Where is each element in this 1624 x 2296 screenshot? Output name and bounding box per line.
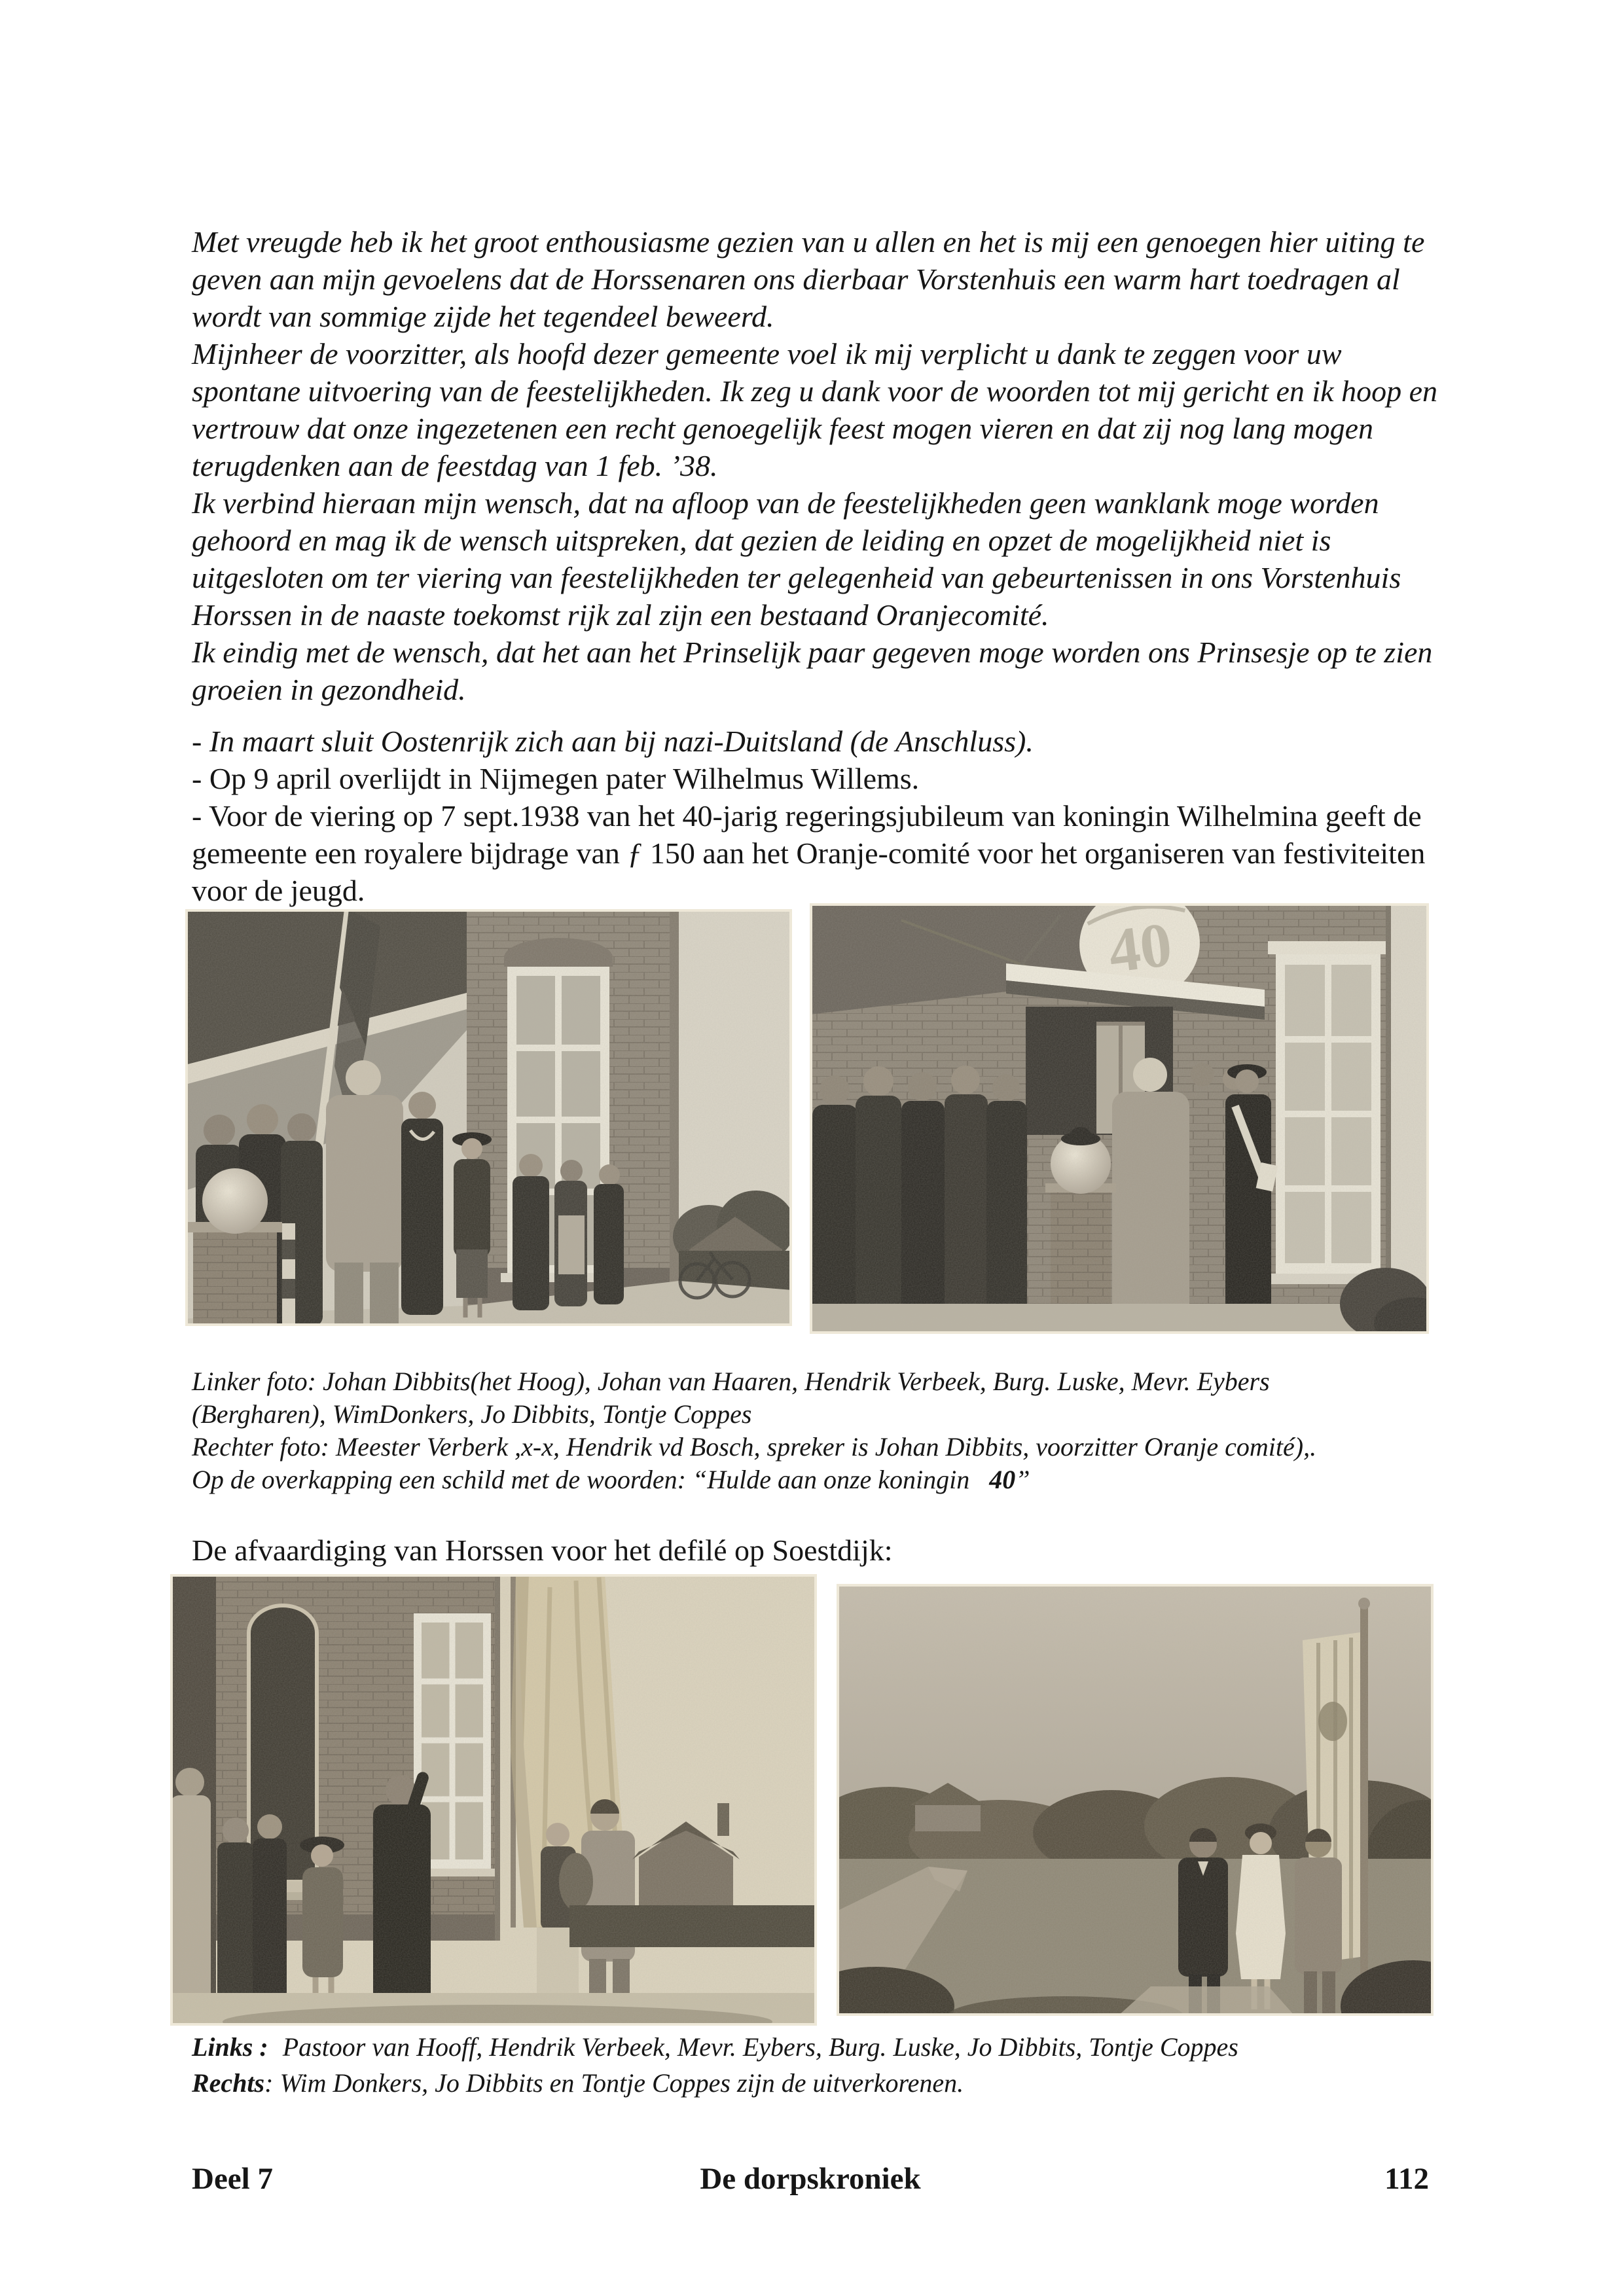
caption-rechter-foto: Rechter foto: Meester Verberk ,x-x, Hendrik vd Bosch, spreker is Johan Dibbits, voorzitter Oranje comité),.	[192, 1432, 1317, 1462]
caption-links	[192, 2029, 1435, 2065]
speech-paragraph: Ik eindig met de wensch, dat het aan het Prinselijk paar gegeven moge worden ons Prinsesje op te zien groeien in gezondheid.	[192, 636, 1433, 706]
photo-bottom-left	[170, 1574, 817, 2026]
event-jubileum-text: 150 aan het Oranje-comité voor het organiseren van festiviteiten voor de jeugd.	[192, 836, 1426, 907]
footer-title: De dorpskroniek	[700, 2162, 921, 2196]
photo-top-right	[810, 903, 1429, 1334]
caption-linker-foto: Linker foto: Johan Dibbits(het Hoog), Johan van Haaren, Hendrik Verbeek, Burg. Luske, Mevr. Eybers	[192, 1367, 1270, 1396]
events-block	[192, 723, 1442, 909]
page-footer	[192, 2161, 1429, 2200]
links-label: Links :	[192, 2032, 268, 2062]
caption-schild-quote: ”	[1015, 1465, 1030, 1494]
event-willems: - Op 9 april overlijdt in Nijmegen pater Wilhelmus Willems.	[192, 762, 920, 795]
event-anschluss: - In maart sluit Oostenrijk zich aan bij nazi-Duitsland (de Anschluss).	[192, 725, 1034, 758]
caption-schild	[192, 1463, 1435, 1496]
event-jubileum	[192, 797, 1442, 909]
event-jubileum-text: - Voor de viering op 7 sept.1938 van het 40-jarig regeringsjubileum van koningin Wilhelmina geeft de gemeente een royalere bijdrage van	[192, 799, 1422, 870]
footer-page-number: 112	[1384, 2162, 1429, 2196]
speech-paragraph: Met vreugde heb ik het groot enthousiasme gezien van u allen en het is mij een genoegen hier uiting te geven aan mijn gevoelens dat de Horssenaren ons dierbaar Vorstenhuis een warm hart toedragen al wordt van sommige zijde het tegendeel beweerd.	[192, 225, 1425, 333]
caption-rechts	[192, 2065, 1435, 2101]
speech-block	[192, 223, 1442, 909]
footer-volume: Deel 7	[192, 2162, 273, 2196]
caption-schild-text: Op de overkapping een schild met de woorden: “Hulde aan onze koningin	[192, 1465, 970, 1494]
florin-symbol: ƒ	[627, 836, 643, 870]
photo-bottom-right	[837, 1584, 1434, 2016]
caption-bottom-block	[192, 2029, 1435, 2101]
heading-defile: De afvaardiging van Horssen voor het defilé op Soestdijk:	[192, 1534, 893, 1567]
schild-number: 40	[989, 1465, 1016, 1494]
links-text: Pastoor van Hooff, Hendrik Verbeek, Mevr. Eybers, Burg. Luske, Jo Dibbits, Tontje Coppes	[282, 2032, 1238, 2062]
caption-middle-block	[192, 1365, 1435, 1496]
rechts-text: : Wim Donkers, Jo Dibbits en Tontje Coppes zijn de uitverkorenen.	[264, 2068, 964, 2098]
caption-linker-foto: (Bergharen), WimDonkers, Jo Dibbits, Tontje Coppes	[192, 1399, 752, 1429]
photo-top-left	[185, 909, 792, 1326]
speech-paragraph: Ik verbind hieraan mijn wensch, dat na afloop van de feestelijkheden geen wanklank moge worden gehoord en mag ik de wensch uitspreken, dat gezien de leiding en opzet de mogelijkheid niet is uitgesloten om ter viering van feestelijkheden ter gelegenheid van gebeurtenissen in ons Vorstenhuis Horssen in de naaste toekomst rijk zal zijn een bestaand Oranjecomité.	[192, 486, 1401, 632]
rechts-label: Rechts	[192, 2068, 265, 2098]
speech-paragraph: Mijnheer de voorzitter, als hoofd dezer gemeente voel ik mij verplicht u dank te zeggen voor uw spontane uitvoering van de feestelijkheden. Ik zeg u dank voor de woorden tot mij gericht en ik hoop en vertrouw dat onze ingezetenen een recht genoegelijk feest mogen vieren en dat zij nog lang mogen terugdenken aan de feestdag van 1 feb. ’38.	[192, 337, 1437, 482]
